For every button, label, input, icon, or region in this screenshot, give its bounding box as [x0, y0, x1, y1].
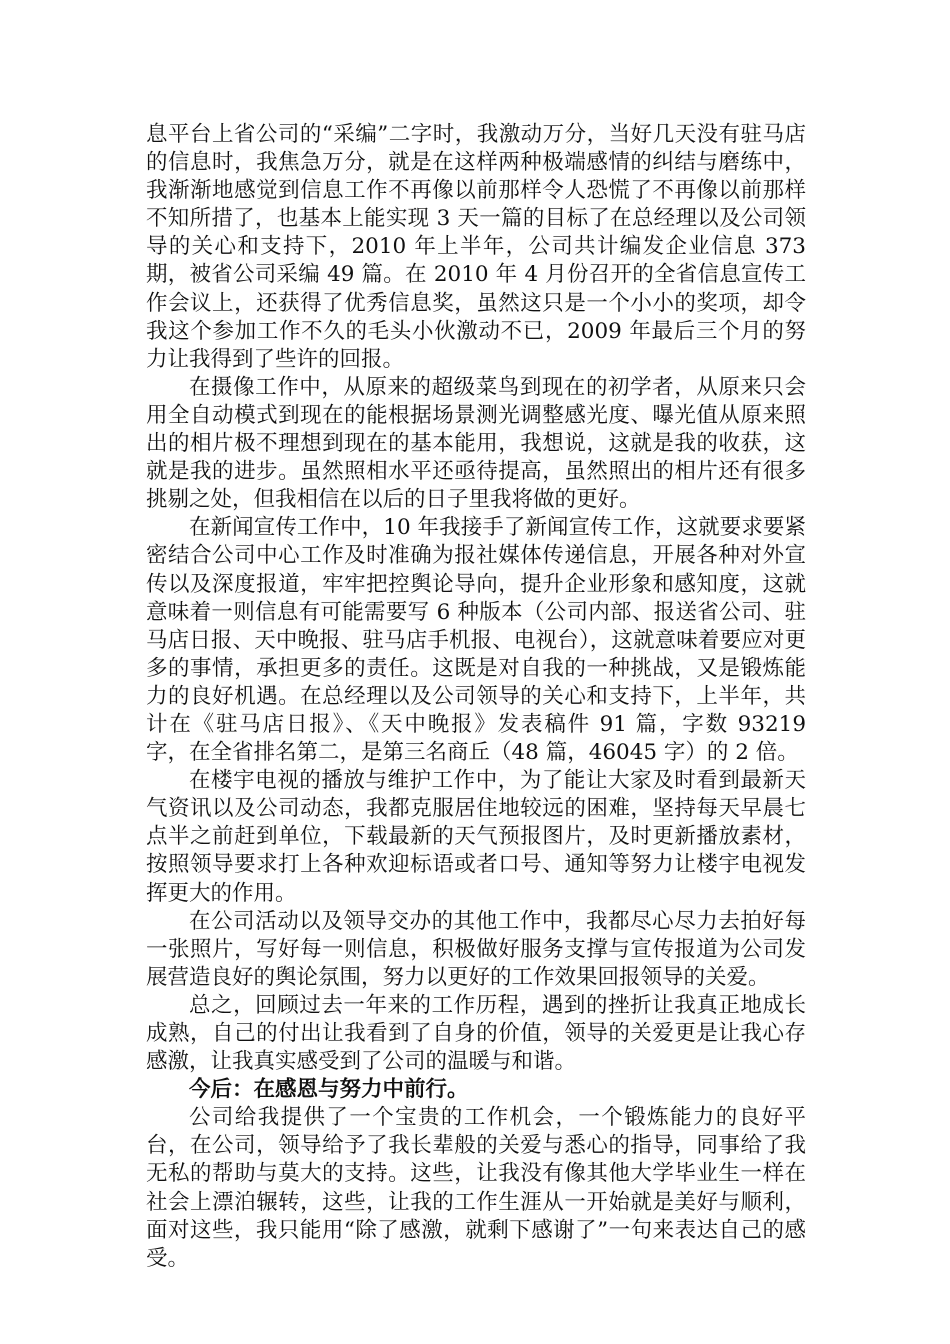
paragraph-company-activities: 在公司活动以及领导交办的其他工作中，我都尽心尽力去拍好每一张照片，写好每一则信息，积极做好服务支撑与宣传报道为公司发展营造良好的舆论氛围，努力以更好的工作效果回报领导的关爱。	[146, 908, 806, 990]
document-body	[146, 121, 806, 1273]
paragraph-summary: 总之，回顾过去一年来的工作历程，遇到的挫折让我真正地成长成熟，自己的付出让我看到了自身的价值，领导的关爱更是让我心存感激，让我真实感受到了公司的温暖与和谐。	[146, 992, 806, 1075]
paragraph-building-tv: 在楼宇电视的播放与维护工作中，为了能让大家及时看到最新天气资讯以及公司动态，我都克服居住地较远的困难，坚持每天早晨七点半之前赶到单位，下载最新的天气预报图片，及时更新播放素材，按照领导要求打上各种欢迎标语或者口号、通知等努力让楼宇电视发挥更大的作用。	[146, 768, 806, 906]
paragraph-gratitude: 公司给我提供了一个宝贵的工作机会，一个锻炼能力的良好平台，在公司，领导给予了我长辈般的关爱与悉心的指导，同事给了我无私的帮助与莫大的支持。这些，让我没有像其他大学毕业生一样在社会上漂泊辗转，这些，让我的工作生涯从一开始就是美好与顺利，面对这些，我只能用“除了感激，就剩下感谢了”一句来表达自己的感受。	[146, 1105, 806, 1271]
paragraph-news-publicity: 在新闻宣传工作中，10 年我接手了新闻宣传工作，这就要求要紧密结合公司中心工作及时准确为报社媒体传递信息，开展各种对外宣传以及深度报道，牢牢把控舆论导向，提升企业形象和感知度，这就意味着一则信息有可能需要写 6 种版本（公司内部、报送省公司、驻马店日报、天中晚报、驻马店手机报、电视台），这就意味着要应对更多的事情，承担更多的责任。这既是对自我的一种挑战，又是锻炼能力的良好机遇。在总经理以及公司领导的关心和支持下，上半年，共计在《驻马店日报》、《天中晚报》发表稿件 91 篇，字数 93219 字，在全省排名第二，是第三名商丘（48 篇，46045 字）的 2 倍。	[146, 515, 806, 766]
section-heading: 今后：在感恩与努力中前行。	[189, 1077, 469, 1103]
paragraph-info-work: 息平台上省公司的“采编”二字时，我激动万分，当好几天没有驻马店的信息时，我焦急万分，就是在这样两种极端感情的纠结与磨练中，我渐渐地感觉到信息工作不再像以前那样令人恐慌了不再像以前那样不知所措了，也基本上能实现 3 天一篇的目标了在总经理以及公司领导的关心和支持下，2010 年上半年，公司共计编发企业信息 373 期，被省公司采编 49 篇。在 2010 年 4 月份召开的全省信息宣传工作会议上，还获得了优秀信息奖，虽然这只是一个小小的奖项，却令我这个参加工作不久的毛头小伙激动不已，2009 年最后三个月的努力让我得到了些许的回报。	[146, 122, 806, 372]
paragraph-photography: 在摄像工作中，从原来的超级菜鸟到现在的初学者，从原来只会用全自动模式到现在的能根据场景测光调整感光度、曝光值从原来照出的相片极不理想到现在的基本能用，我想说，这就是我的收获，这就是我的进步。虽然照相水平还亟待提高，虽然照出的相片还有很多挑剔之处，但我相信在以后的日子里我将做的更好。	[146, 374, 806, 513]
